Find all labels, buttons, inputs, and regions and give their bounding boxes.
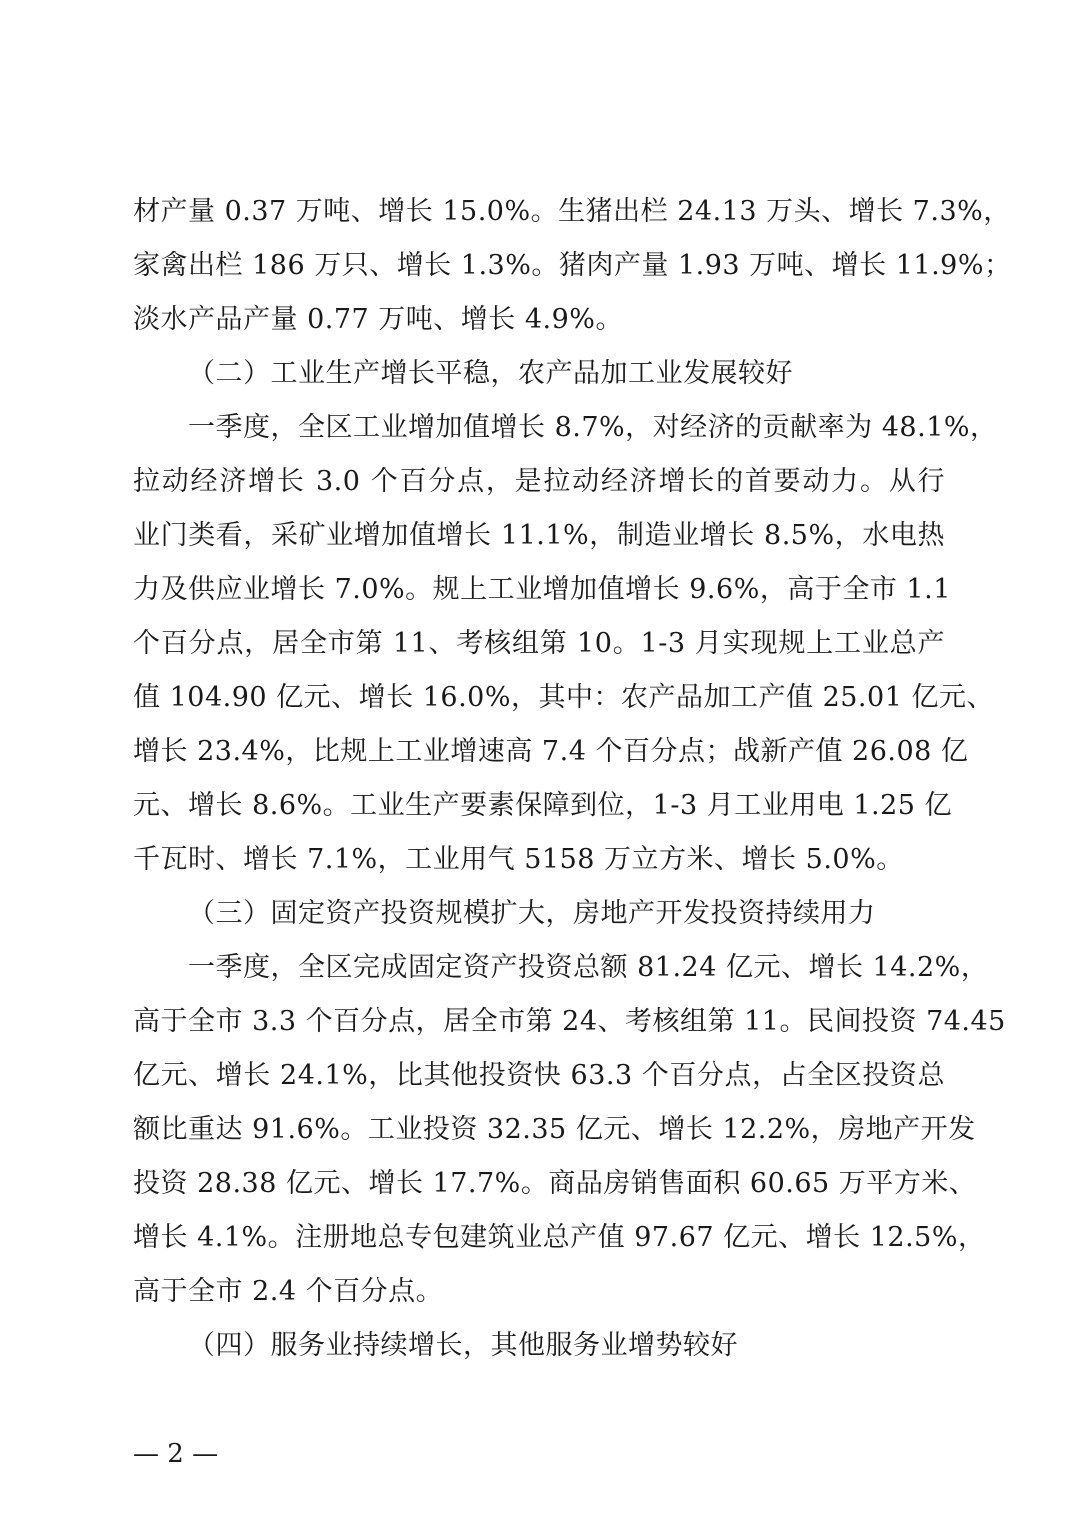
section-heading: （三）固定资产投资规模扩大，房地产开发投资持续用力 (188, 898, 876, 929)
body-text-line: 力及供应业增长 7.0%。规上工业增加值增长 9.6%，高于全市 1.1 (133, 574, 951, 605)
body-text-line: 投资 28.38 亿元、增长 17.7%。商品房销售面积 60.65 万平方米、 (133, 1168, 977, 1199)
body-text-line: 高于全市 2.4 个百分点。 (133, 1276, 444, 1307)
body-text-line: 额比重达 91.6%。工业投资 32.35 亿元、增长 12.2%，房地产开发 (133, 1114, 976, 1145)
body-text-line: 家禽出栏 186 万只、增长 1.3%。猪肉产量 1.93 万吨、增长 11.9%； (133, 250, 1012, 281)
body-text-line: 拉动经济增长 3.0 个百分点，是拉动经济增长的首要动力。从行 (133, 466, 945, 497)
body-text-line: 亿元、增长 24.1%，比其他投资快 63.3 个百分点，占全区投资总 (133, 1060, 945, 1091)
body-text-line: 元、增长 8.6%。工业生产要素保障到位，1-3 月工业用电 1.25 亿 (133, 790, 953, 821)
body-text-line: 个百分点，居全市第 11、考核组第 10。1-3 月实现规上工业总产 (133, 628, 945, 659)
body-text-line: 材产量 0.37 万吨、增长 15.0%。生猪出栏 24.13 万头、增长 7.3%， (133, 196, 1011, 227)
body-text-line: 值 104.90 亿元、增长 16.0%，其中：农产品加工产值 25.01 亿元、 (133, 682, 994, 713)
body-text-line: 业门类看，采矿业增加值增长 11.1%，制造业增长 8.5%，水电热 (133, 520, 945, 551)
body-text-line: 高于全市 3.3 个百分点，居全市第 24、考核组第 11。民间投资 74.45 (133, 1006, 1006, 1037)
page-number: — 2 — (133, 1439, 219, 1469)
body-text-line: 一季度，全区工业增加值增长 8.7%，对经济的贡献率为 48.1%， (188, 412, 998, 443)
section-heading: （四）服务业持续增长，其他服务业增势较好 (188, 1330, 738, 1361)
body-text-line: 增长 23.4%，比规上工业增速高 7.4 个百分点；战新产值 26.08 亿 (133, 736, 969, 767)
body-text-line: 淡水产品产量 0.77 万吨、增长 4.9%。 (133, 304, 623, 335)
body-text-line: 千瓦时、增长 7.1%，工业用气 5158 万立方米、增长 5.0%。 (133, 844, 904, 875)
body-text-line: 一季度，全区完成固定资产投资总额 81.24 亿元、增长 14.2%， (188, 952, 989, 983)
section-heading: （二）工业生产增长平稳，农产品加工业发展较好 (188, 358, 793, 389)
body-text-line: 增长 4.1%。注册地总专包建筑业总产值 97.67 亿元、增长 12.5%， (133, 1222, 986, 1253)
